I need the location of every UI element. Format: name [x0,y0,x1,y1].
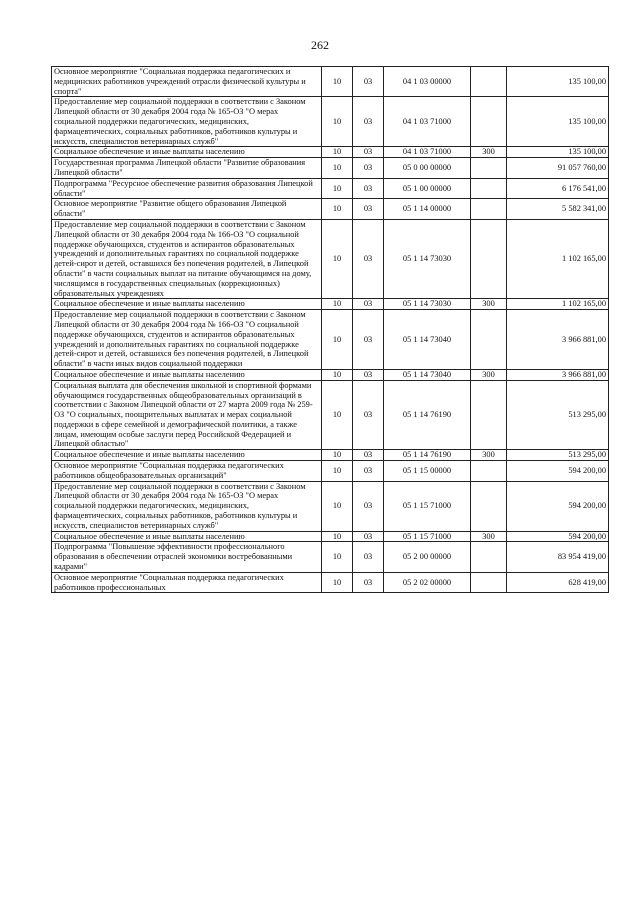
amount: 513 295,00 [507,450,609,461]
target-article-code: 05 1 15 71000 [384,481,471,531]
target-article-code: 05 1 14 76190 [384,450,471,461]
row-name: Предоставление мер социальной поддержки в соответствии с Законом Липецкой области от 30 декабря 2004 года № 165-ОЗ "О мерах социальной поддержки педагогических, медицинских, фармацевтических, социальных работников, работников культуры и искусств, специалистов ветеринарных служб" [52,481,322,531]
section-code: 10 [322,380,353,450]
row-name: Основное мероприятие "Социальная поддержка педагогических работников общеобразовательных организаций" [52,461,322,482]
target-article-code: 05 1 14 73030 [384,299,471,310]
row-name: Предоставление мер социальной поддержки в соответствии с Законом Липецкой области от 30 декабря 2004 года № 166-ОЗ "О социальной поддержке обучающихся, студентов и аспирантов образовательных учреждений и дополнительных гарантиях по социальной поддержке детей-сирот и детей, оставшихся без попечения родителей, в Липецкой области" в части иных видов социальной поддержки [52,310,322,370]
row-name: Социальное обеспечение и иные выплаты населению [52,147,322,158]
section-code: 10 [322,199,353,220]
subsection-code: 03 [353,542,384,572]
row-name: Социальное обеспечение и иные выплаты населению [52,369,322,380]
target-article-code: 05 1 14 73030 [384,219,471,298]
expense-type-code [471,542,507,572]
amount: 5 582 341,00 [507,199,609,220]
expense-type-code [471,380,507,450]
subsection-code: 03 [353,531,384,542]
section-code: 10 [322,178,353,199]
table-row [52,178,609,199]
expense-type-code: 300 [471,299,507,310]
target-article-code: 05 1 14 73040 [384,310,471,370]
amount: 513 295,00 [507,380,609,450]
page-number: 262 [311,38,329,52]
target-article-code: 05 2 02 00000 [384,572,471,593]
section-code: 10 [322,97,353,147]
target-article-code: 05 0 00 00000 [384,158,471,179]
amount: 1 102 165,00 [507,299,609,310]
section-code: 10 [322,461,353,482]
expense-type-code [471,481,507,531]
subsection-code: 03 [353,158,384,179]
row-name: Социальное обеспечение и иные выплаты населению [52,531,322,542]
target-article-code: 04 1 03 71000 [384,97,471,147]
subsection-code: 03 [353,178,384,199]
target-article-code: 05 1 14 76190 [384,380,471,450]
amount: 1 102 165,00 [507,219,609,298]
expense-type-code: 300 [471,450,507,461]
section-code: 10 [322,219,353,298]
table-row [52,380,609,450]
table-row [52,310,609,370]
table-row [52,158,609,179]
row-name: Подпрограмма "Ресурсное обеспечение развития образования Липецкой области" [52,178,322,199]
target-article-code: 05 1 00 00000 [384,178,471,199]
target-article-code: 05 1 15 00000 [384,461,471,482]
row-name: Предоставление мер социальной поддержки в соответствии с Законом Липецкой области от 30 декабря 2004 года № 166-ОЗ "О социальной поддержке обучающихся, студентов и аспирантов образовательных учреждений и дополнительных гарантиях по социальной поддержке детей-сирот и детей, оставшихся без попечения родителей, в Липецкой области" в части социальных выплат на питание обучающимся на дому, числящимся в государственных специальных (коррекционных) образовательных учреждениях [52,219,322,298]
amount: 594 200,00 [507,461,609,482]
table-row [52,481,609,531]
amount: 91 057 760,00 [507,158,609,179]
target-article-code: 05 1 14 00000 [384,199,471,220]
row-name: Основное мероприятие "Социальная поддержка педагогических работников профессиональных [52,572,322,593]
amount: 594 200,00 [507,481,609,531]
subsection-code: 03 [353,369,384,380]
table-row [52,450,609,461]
table-row [52,369,609,380]
amount: 135 100,00 [507,67,609,97]
budget-table [51,66,609,593]
row-name: Государственная программа Липецкой области "Развитие образования Липецкой области" [52,158,322,179]
table-row [52,67,609,97]
target-article-code: 05 1 14 73040 [384,369,471,380]
table-row [52,572,609,593]
target-article-code: 05 1 15 71000 [384,531,471,542]
row-name: Основное мероприятие "Развитие общего образования Липецкой области" [52,199,322,220]
amount: 3 966 881,00 [507,369,609,380]
table-row [52,531,609,542]
expense-type-code: 300 [471,147,507,158]
table-row [52,219,609,298]
amount: 628 419,00 [507,572,609,593]
section-code: 10 [322,67,353,97]
table-row [52,542,609,572]
table-row [52,461,609,482]
expense-type-code [471,97,507,147]
subsection-code: 03 [353,97,384,147]
row-name: Социальное обеспечение и иные выплаты населению [52,450,322,461]
expense-type-code [471,178,507,199]
table-row [52,97,609,147]
amount: 594 200,00 [507,531,609,542]
row-name: Предоставление мер социальной поддержки в соответствии с Законом Липецкой области от 30 декабря 2004 года № 165-ОЗ "О мерах социальной поддержки педагогических, медицинских, фармацевтических, социальных работников, работников культуры и искусств, специалистов ветеринарных служб" [52,97,322,147]
expense-type-code [471,461,507,482]
section-code: 10 [322,572,353,593]
expense-type-code [471,572,507,593]
amount: 135 100,00 [507,97,609,147]
expense-type-code [471,219,507,298]
table-row [52,147,609,158]
section-code: 10 [322,450,353,461]
amount: 83 954 419,00 [507,542,609,572]
section-code: 10 [322,481,353,531]
row-name: Социальное обеспечение и иные выплаты населению [52,299,322,310]
section-code: 10 [322,369,353,380]
section-code: 10 [322,531,353,542]
expense-type-code [471,310,507,370]
subsection-code: 03 [353,310,384,370]
subsection-code: 03 [353,147,384,158]
target-article-code: 04 1 03 71000 [384,147,471,158]
row-name: Подпрограмма "Повышение эффективности профессионального образования в обеспечении отраслей экономики востребованными кадрами" [52,542,322,572]
amount: 3 966 881,00 [507,310,609,370]
subsection-code: 03 [353,219,384,298]
subsection-code: 03 [353,299,384,310]
section-code: 10 [322,158,353,179]
expense-type-code [471,199,507,220]
subsection-code: 03 [353,380,384,450]
expense-type-code [471,67,507,97]
table-row [52,299,609,310]
row-name: Основное мероприятие "Социальная поддержка педагогических и медицинских работников учреждений отрасли физической культуры и спорта" [52,67,322,97]
expense-type-code: 300 [471,369,507,380]
row-name: Социальная выплата для обеспечения школьной и спортивной формами обучающимся государственных общеобразовательных организаций в соответствии с Законом Липецкой области от 27 марта 2009 года № 259-ОЗ "О социальных, поощрительных выплатах и мерах социальной поддержки в сфере семейной и демографической политики, а также лицам, имеющим особые заслуги перед Российской Федерацией и Липецкой областью" [52,380,322,450]
subsection-code: 03 [353,572,384,593]
section-code: 10 [322,299,353,310]
amount: 6 176 541,00 [507,178,609,199]
subsection-code: 03 [353,481,384,531]
section-code: 10 [322,310,353,370]
expense-type-code [471,158,507,179]
subsection-code: 03 [353,461,384,482]
section-code: 10 [322,542,353,572]
subsection-code: 03 [353,67,384,97]
subsection-code: 03 [353,199,384,220]
target-article-code: 04 1 03 00000 [384,67,471,97]
target-article-code: 05 2 00 00000 [384,542,471,572]
section-code: 10 [322,147,353,158]
expense-type-code: 300 [471,531,507,542]
amount: 135 100,00 [507,147,609,158]
subsection-code: 03 [353,450,384,461]
table-row [52,199,609,220]
